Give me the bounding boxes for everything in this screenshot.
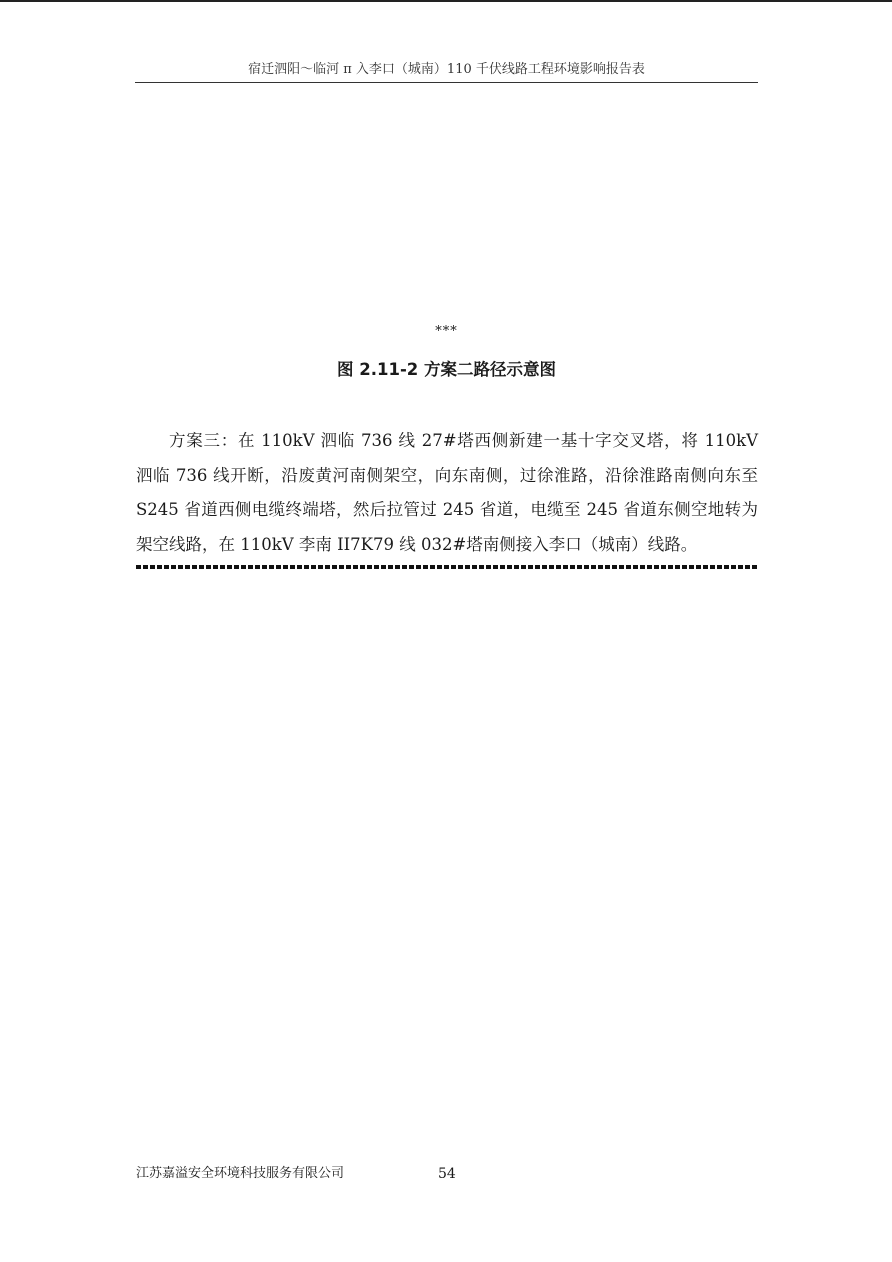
body-paragraph: 方案三：在 110kV 泗临 736 线 27#塔西侧新建一基十字交叉塔，将 110kV 泗临 736 线开断，沿废黄河南侧架空，向东南侧，过徐淮路，沿徐淮路南侧向东至 S245 省道西侧电缆终端塔，然后拉管过 245 省道，电缆至 245 省道东侧空地转为架空线路，在 110kV 李南 II7K79 线 032#塔南侧接入李口（城南）线路。 <box>136 431 758 554</box>
header-divider <box>135 82 758 83</box>
figure-caption: 图 2.11-2 方案二路径示意图 <box>336 360 557 379</box>
footer-page-number: 54 <box>438 1166 456 1182</box>
page-top-border <box>0 0 892 2</box>
figure-placeholder: *** <box>435 324 458 339</box>
page-header-title: 宿迁泗阳～临河 π 入李口（城南）110 千伏线路工程环境影响报告表 <box>248 62 645 77</box>
footer-company-name: 江苏嘉溢安全环境科技服务有限公司 <box>136 1166 345 1181</box>
dashed-section-divider <box>136 565 758 569</box>
